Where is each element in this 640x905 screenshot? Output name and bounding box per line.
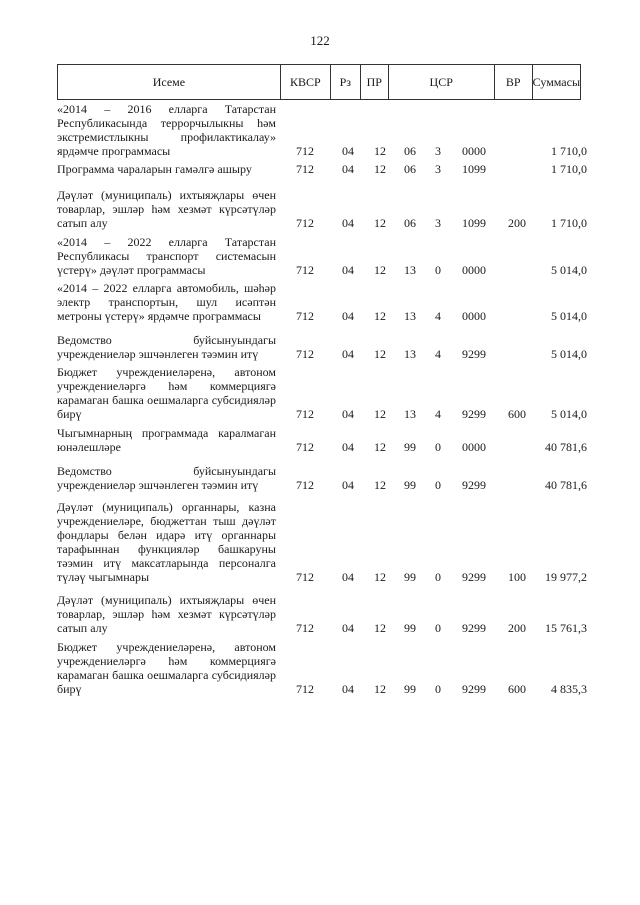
- row-sum: 40 781,6: [545, 440, 587, 454]
- row-sum: 5 014,0: [551, 263, 587, 277]
- row-csr-3: 9299: [462, 570, 486, 584]
- row-csr-1: 99: [404, 621, 416, 635]
- row-kvsr: 712: [296, 570, 314, 584]
- row-pr: 12: [374, 478, 386, 492]
- table-row: [57, 638, 587, 696]
- row-csr-1: 99: [404, 440, 416, 454]
- table-row: [57, 160, 587, 176]
- row-csr-2: 0: [435, 263, 441, 277]
- row-csr-1: 06: [404, 216, 416, 230]
- row-csr-3: 9299: [462, 478, 486, 492]
- row-csr-2: 3: [435, 144, 441, 158]
- header-rz: Рз: [331, 65, 361, 99]
- row-rz: 04: [342, 440, 354, 454]
- table-row: [57, 331, 587, 361]
- row-csr-2: 0: [435, 440, 441, 454]
- table-row: [57, 186, 587, 230]
- row-pr: 12: [374, 263, 386, 277]
- row-csr-2: 4: [435, 407, 441, 421]
- row-pr: 12: [374, 407, 386, 421]
- row-csr-1: 13: [404, 263, 416, 277]
- row-rz: 04: [342, 621, 354, 635]
- row-pr: 12: [374, 216, 386, 230]
- row-csr-3: 9299: [462, 407, 486, 421]
- table-row: [57, 591, 587, 635]
- row-rz: 04: [342, 263, 354, 277]
- row-csr-1: 99: [404, 682, 416, 696]
- header-name: Исеме: [58, 65, 281, 99]
- row-sum: 1 710,0: [551, 216, 587, 230]
- row-csr-1: 99: [404, 478, 416, 492]
- row-rz: 04: [342, 682, 354, 696]
- row-csr-2: 0: [435, 570, 441, 584]
- row-pr: 12: [374, 621, 386, 635]
- row-kvsr: 712: [296, 682, 314, 696]
- row-pr: 12: [374, 440, 386, 454]
- row-name: Дәүләт (муниципаль) ихтыяҗлары өчен товарлар, эшләр һәм хезмәт күрсәтүләр сатып алу: [57, 593, 276, 635]
- row-rz: 04: [342, 347, 354, 361]
- row-kvsr: 712: [296, 144, 314, 158]
- row-pr: 12: [374, 162, 386, 176]
- table-row: [57, 233, 587, 277]
- row-vr: 100: [508, 570, 526, 584]
- row-name: «2014 – 2022 елларга автомобиль, шәһәр электр транспортын, шул исәптән метроны үстерү» ярдәмче программасы: [57, 281, 276, 323]
- row-sum: 5 014,0: [551, 347, 587, 361]
- row-csr-3: 0000: [462, 309, 486, 323]
- header-pr: ПР: [361, 65, 389, 99]
- row-csr-2: 0: [435, 478, 441, 492]
- row-csr-2: 3: [435, 216, 441, 230]
- row-sum: 5 014,0: [551, 309, 587, 323]
- row-csr-2: 0: [435, 621, 441, 635]
- row-csr-1: 13: [404, 347, 416, 361]
- row-csr-3: 0000: [462, 440, 486, 454]
- row-rz: 04: [342, 478, 354, 492]
- row-csr-3: 1099: [462, 216, 486, 230]
- row-sum: 5 014,0: [551, 407, 587, 421]
- row-vr: 600: [508, 682, 526, 696]
- row-sum: 19 977,2: [545, 570, 587, 584]
- table-header: [57, 64, 581, 100]
- row-kvsr: 712: [296, 621, 314, 635]
- row-name: «2014 – 2022 елларга Татарстан Республикасы транспорт системасын үстерү» дәүләт программасы: [57, 235, 276, 277]
- row-csr-2: 3: [435, 162, 441, 176]
- row-csr-1: 99: [404, 570, 416, 584]
- row-kvsr: 712: [296, 216, 314, 230]
- row-csr-1: 13: [404, 407, 416, 421]
- row-csr-2: 0: [435, 682, 441, 696]
- row-csr-3: 1099: [462, 162, 486, 176]
- row-name: Ведомство буйсынуындагы учреждениеләр эшчәнлеген тәэмин итү: [57, 333, 276, 361]
- row-csr-1: 06: [404, 144, 416, 158]
- row-name: Ведомство буйсынуындагы учреждениеләр эшчәнлеген тәэмин итү: [57, 464, 276, 492]
- row-rz: 04: [342, 309, 354, 323]
- row-pr: 12: [374, 682, 386, 696]
- table-row: [57, 424, 587, 454]
- row-rz: 04: [342, 144, 354, 158]
- row-name: Бюджет учреждениеләренә, автоном учреждениеләргә һәм коммерциягә карамаган башка оешмаларга субсидияләр бирү: [57, 365, 276, 421]
- row-csr-3: 9299: [462, 621, 486, 635]
- table-body: [57, 100, 587, 700]
- row-sum: 15 761,3: [545, 621, 587, 635]
- table-row: [57, 279, 587, 323]
- row-csr-3: 0000: [462, 263, 486, 277]
- row-sum: 4 835,3: [551, 682, 587, 696]
- row-pr: 12: [374, 347, 386, 361]
- row-csr-2: 4: [435, 309, 441, 323]
- row-kvsr: 712: [296, 407, 314, 421]
- row-csr-3: 0000: [462, 144, 486, 158]
- row-kvsr: 712: [296, 263, 314, 277]
- row-kvsr: 712: [296, 440, 314, 454]
- row-pr: 12: [374, 570, 386, 584]
- row-sum: 40 781,6: [545, 478, 587, 492]
- row-kvsr: 712: [296, 309, 314, 323]
- row-pr: 12: [374, 309, 386, 323]
- row-vr: 200: [508, 216, 526, 230]
- row-sum: 1 710,0: [551, 162, 587, 176]
- row-csr-3: 9299: [462, 682, 486, 696]
- row-name: «2014 – 2016 елларга Татарстан Республикасында террорчылыкны һәм экстремистлыкны профилактикалау» ярдәмче программасы: [57, 102, 276, 158]
- table-row: [57, 498, 587, 584]
- row-kvsr: 712: [296, 347, 314, 361]
- table-row: [57, 462, 587, 492]
- table-row: [57, 363, 587, 421]
- row-vr: 600: [508, 407, 526, 421]
- header-kvsr: КВСР: [281, 65, 331, 99]
- row-name: Дәүләт (муниципаль) ихтыяҗлары өчен товарлар, эшләр һәм хезмәт күрсәтүләр сатып алу: [57, 188, 276, 230]
- row-rz: 04: [342, 216, 354, 230]
- row-csr-2: 4: [435, 347, 441, 361]
- row-rz: 04: [342, 162, 354, 176]
- row-name: Дәүләт (муниципаль) органнары, казна учреждениеләре, бюджеттан тыш дәүләт фондлары белән идарә итү органнары тарафыннан функцияләр башкаруны тәэмин итү максатларында персоналга түләү чыгымнары: [57, 500, 276, 584]
- header-csr: ЦСР: [389, 65, 495, 99]
- header-sum: Суммасы: [532, 74, 581, 89]
- row-csr-3: 9299: [462, 347, 486, 361]
- row-name: Бюджет учреждениеләренә, автоном учреждениеләргә һәм коммерциягә карамаган башка оешмаларга субсидияләр бирү: [57, 640, 276, 696]
- page-number: 122: [310, 33, 330, 48]
- row-csr-1: 06: [404, 162, 416, 176]
- row-sum: 1 710,0: [551, 144, 587, 158]
- table-row: [57, 100, 587, 158]
- row-kvsr: 712: [296, 162, 314, 176]
- row-kvsr: 712: [296, 478, 314, 492]
- row-pr: 12: [374, 144, 386, 158]
- row-rz: 04: [342, 570, 354, 584]
- row-name: Программа чараларын гамәлгә ашыру: [57, 162, 252, 176]
- row-rz: 04: [342, 407, 354, 421]
- row-vr: 200: [508, 621, 526, 635]
- row-name: Чыгымнарның программада каралмаган юнәлешләре: [57, 426, 276, 454]
- row-csr-1: 13: [404, 309, 416, 323]
- header-vr: ВР: [495, 65, 533, 99]
